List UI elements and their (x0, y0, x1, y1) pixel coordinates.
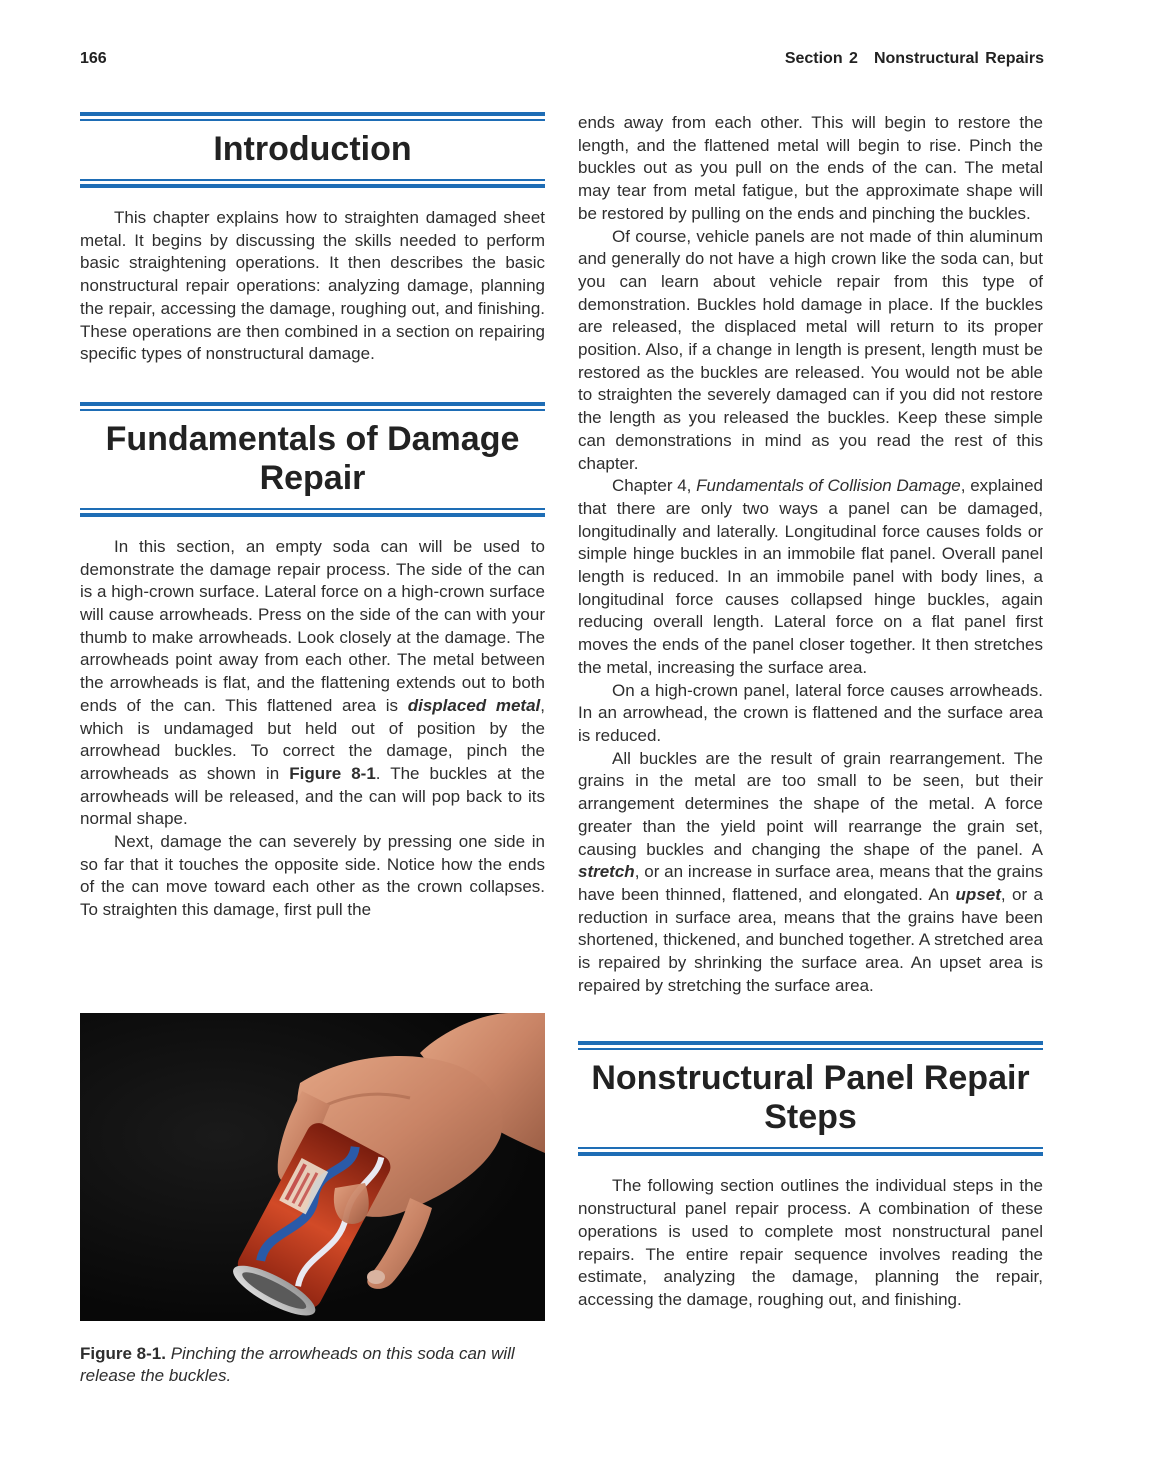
hand-pinching-can-illustration (80, 1013, 545, 1321)
section-label: Section 2 (784, 50, 858, 67)
heading-rule-top (80, 112, 545, 122)
text-run: All buckles are the result of grain rearrangement. The grains in the metal are too small to be seen, but their arrangement determines the shape of the metal. A force greater than the yield point will rearrange the grain set, causing buckles and changing the shape of the panel. A (578, 748, 1043, 859)
text-run: , or a reduction in surface area, means that the grains have been shortened, thickened, and bunched together. A stretched area is repaired by shrinking the surface area. An upset area is repaired by stretching the surface area. (578, 884, 1043, 995)
heading-rule-top (80, 402, 545, 412)
repair-steps-heading: Nonstructural Panel Repair Steps (591, 1059, 1030, 1137)
running-header (785, 50, 1044, 68)
figure-caption-text: Pinching the arrowheads on this soda can will release the buckles. (80, 1344, 515, 1385)
figure-reference: Figure 8-1 (289, 763, 376, 783)
chapter-title-reference: Fundamentals of Collision Damage (696, 476, 961, 496)
heading-rule-bottom (80, 508, 545, 518)
text-run: , which is undamaged but held out of position by the arrowhead buckles. To correct the damage, pinch the arrowheads as shown in (80, 695, 545, 783)
fundamentals-paragraph-2: Next, damage the can severely by pressing one side in so far that it touches the opposite side. Notice how the ends of the can move toward each other as the crown collapses. To straighten this damage, first pull the (80, 832, 545, 920)
introduction-paragraph: This chapter explains how to straighten damaged sheet metal. It begins by discussing the skills needed to perform basic straightening operations. It then describes the basic nonstructural repair operations: analyzing damage, planning the repair, accessing the damage, roughing out, and finishing. These operations are then combined in a section on repairing specific types of nonstructural damage. (80, 208, 545, 364)
heading-rule-bottom (578, 1147, 1043, 1157)
section-title: Nonstructural Repairs (873, 50, 1044, 67)
fundamentals-paragraph-1 (80, 536, 545, 831)
term-upset: upset (955, 884, 1001, 904)
figure-label: Figure 8-1. (80, 1344, 166, 1363)
text-run: , explained that there are only two ways a panel can be damaged, longitudinally and laterally. Longitudinal force causes folds or simple hinge buckles in an immobile flat panel. Overall panel length is reduced. In an immobile panel with body lines, a longitudinal force causes collapsed hinge buckles, again reducing overall length. Lateral force on a flat panel first moves the ends of the panel closer together. It then stretches the metal, increasing the surface area. (578, 476, 1043, 677)
page-number: 166 (80, 50, 107, 67)
text-run: In this section, an empty soda can will be used to demonstrate the damage repair process. The side of the can is a high-crown surface. Lateral force on a high-crown surface will cause arrowheads. Press on the side of the can with your thumb to make arrowheads. Look closely at the damage. The arrowheads point away from each other. The metal between the arrowheads is flat, and the flattening extends out to both ends of the can. This flattened area is (80, 536, 545, 715)
introduction-heading: Introduction (213, 130, 412, 168)
figure-8-1-photo (80, 1013, 545, 1321)
text-run: , or an increase in surface area, means that the grains have been thinned, flattened, and elongated. An (578, 862, 1043, 904)
paragraph-vehicle-panels: Of course, vehicle panels are not made of thin aluminum and generally do not have a high crown like the soda can, but you can learn about vehicle repair from this type of demonstration. Buckles hold damage in place. If the buckles are released, the displaced metal will return to its proper position. Also, if a change in length is present, length must be restored as the buckles are released. You would not be able to straighten the severely damaged can if you did not restore the length as you released the buckles. Keep these simple can demonstrations in mind as you read the rest of this chapter. (578, 226, 1043, 473)
paragraph-grain (578, 748, 1043, 998)
heading-rule-top (578, 1041, 1043, 1051)
continued-paragraph: ends away from each other. This will begin to restore the length, and the flattened metal will begin to rise. Pinch the buckles out as you pull on the ends of the can. The metal may tear from metal fatigue, but the approximate shape will be restored by pulling on the ends and pinching the buckles. (578, 113, 1043, 223)
paragraph-high-crown: On a high-crown panel, lateral force causes arrowheads. In an arrowhead, the crown is flattened and the surface area is reduced. (578, 680, 1043, 745)
paragraph-chapter-4 (578, 475, 1043, 679)
left-column (80, 112, 545, 922)
fundamentals-heading: Fundamentals of Damage Repair (105, 419, 520, 497)
term-stretch: stretch (578, 862, 635, 882)
heading-rule-bottom (80, 179, 545, 189)
repair-steps-paragraph: The following section outlines the individual steps in the nonstructural panel repair process. A combination of these operations is used to complete most nonstructural panel repairs. The entire repair sequence involves reading the estimate, analyzing the damage, planning the repair, accessing the damage, roughing out, and finishing. (578, 1176, 1043, 1309)
text-run: Chapter 4, (612, 476, 697, 496)
figure-caption (80, 1343, 545, 1387)
right-column (578, 112, 1043, 1312)
text-run: . The buckles at the arrowheads will be released, and the can will pop back to its normal shape. (80, 763, 546, 829)
term-displaced-metal: displaced metal (407, 695, 541, 715)
